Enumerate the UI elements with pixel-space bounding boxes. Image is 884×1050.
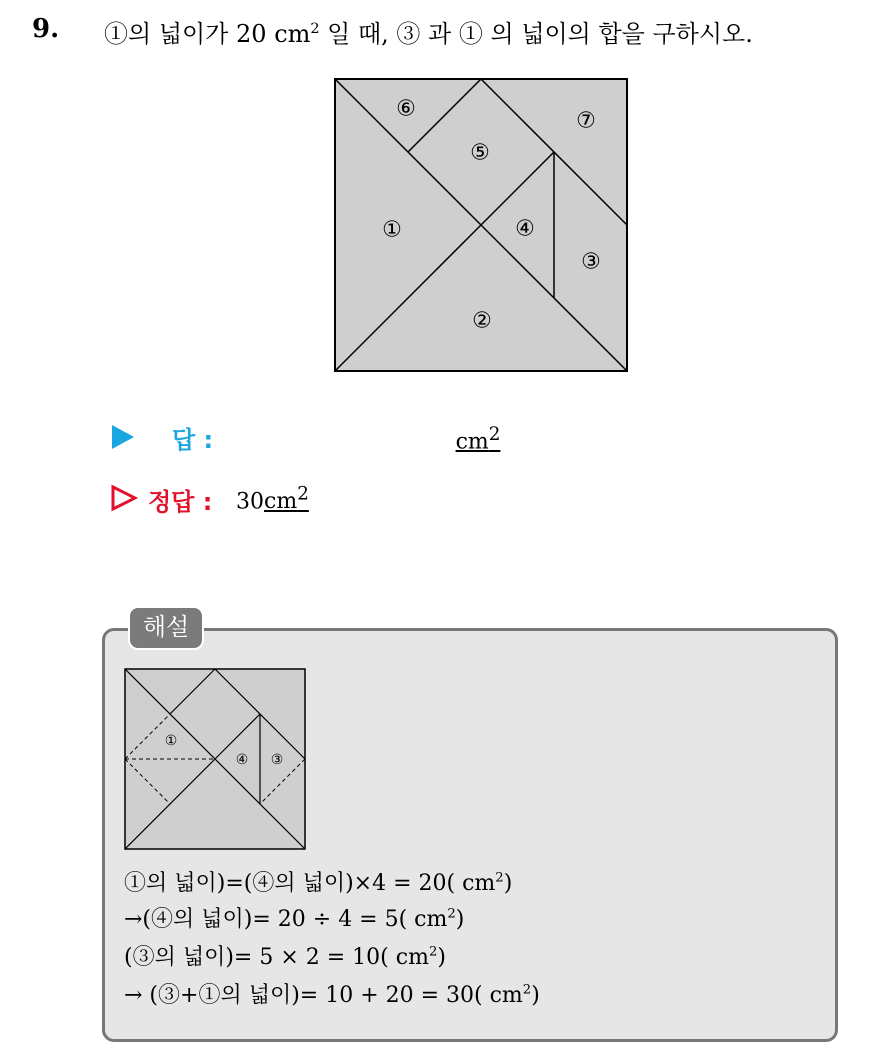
solution-line-3-exp: 2 bbox=[428, 944, 438, 960]
correct-unit: cm bbox=[264, 489, 298, 515]
question-text bbox=[104, 14, 753, 49]
answer-arrow-icon bbox=[112, 425, 134, 449]
solution-line-3-end: ) bbox=[437, 945, 446, 970]
solution-line-2-text: →(④의 넓이)= 20 ÷ 4 = 5( cm bbox=[124, 907, 448, 932]
piece-label-4: ④ bbox=[515, 216, 535, 242]
question-unit-exponent: 2 bbox=[310, 21, 320, 37]
solution-line-1-end: ) bbox=[503, 871, 513, 896]
correct-unit-exponent: 2 bbox=[297, 484, 309, 505]
solution-line-2-end: ) bbox=[455, 907, 465, 932]
tangram-figure bbox=[334, 78, 628, 373]
correct-value bbox=[236, 484, 309, 514]
piece-label-5: ⑤ bbox=[470, 140, 490, 166]
correct-label: 정답 : bbox=[148, 488, 213, 516]
piece-label-1: ① bbox=[382, 217, 402, 243]
piece-label-7: ⑦ bbox=[576, 108, 596, 134]
solution-line-1-text: ①의 넓이)=(④의 넓이)×4 = 20( cm bbox=[124, 871, 496, 896]
question-text-end: 일 때, ③ 과 ① 의 넓이의 합을 구하시오. bbox=[319, 20, 753, 48]
solution-label-1: ① bbox=[164, 733, 178, 749]
question-text-start: ①의 넓이가 20 bbox=[104, 20, 267, 48]
solution-line-4 bbox=[124, 978, 540, 1009]
solution-line-4-end: ) bbox=[531, 983, 540, 1008]
solution-line-1-exp: 2 bbox=[495, 870, 504, 886]
solution-figure bbox=[124, 668, 308, 852]
solution-line-2-exp: 2 bbox=[447, 906, 456, 922]
solution-line-3-text: (③의 넓이)= 5 × 2 = 10( cm bbox=[124, 945, 429, 970]
answer-unit-text: cm bbox=[455, 429, 489, 455]
solution-label-3: ③ bbox=[270, 752, 284, 768]
answer-label: 답 : bbox=[172, 426, 214, 454]
solution-line-4-text: → (③+①의 넓이)= 10 + 20 = 30( cm bbox=[124, 983, 523, 1008]
correct-number: 30 bbox=[236, 489, 264, 515]
solution-line-3 bbox=[124, 940, 446, 971]
answer-unit-exponent: 2 bbox=[488, 424, 501, 445]
question-number: 9. bbox=[32, 14, 60, 44]
solution-line-1 bbox=[124, 866, 512, 897]
question-unit: cm bbox=[274, 20, 311, 48]
solution-tab: 해설 bbox=[128, 606, 204, 650]
solution-line-4-exp: 2 bbox=[522, 982, 532, 998]
answer-unit bbox=[452, 424, 504, 454]
piece-label-2: ② bbox=[472, 308, 492, 334]
solution-label-4: ④ bbox=[235, 752, 249, 768]
correct-arrow-icon bbox=[110, 484, 138, 512]
piece-label-3: ③ bbox=[581, 249, 601, 275]
piece-label-6: ⑥ bbox=[396, 96, 416, 122]
solution-line-2 bbox=[124, 902, 464, 933]
